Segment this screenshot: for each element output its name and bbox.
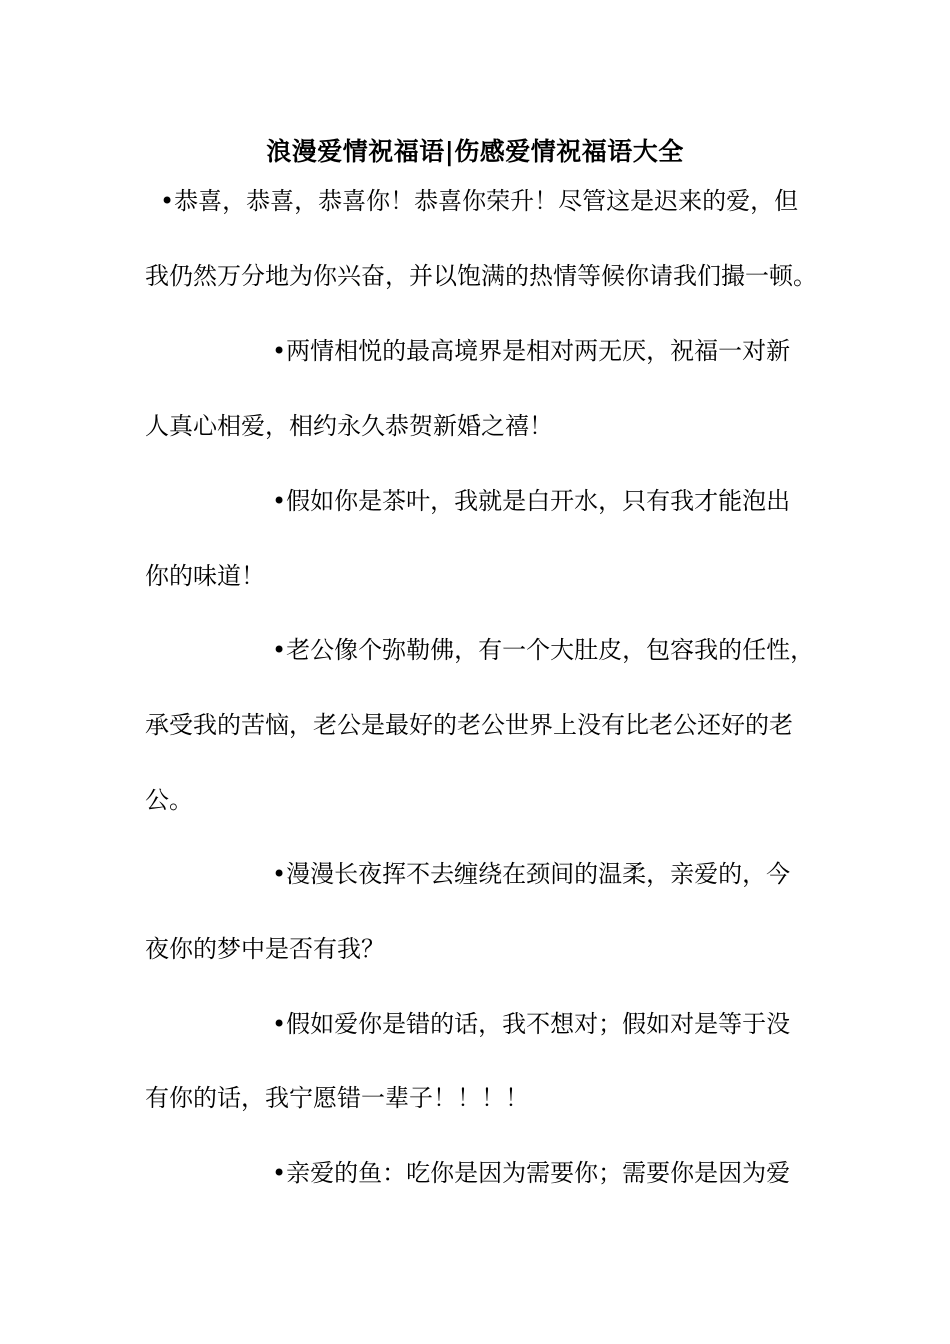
paragraph-line: 有你的话，我宁愿错一辈子！！！！ bbox=[145, 1084, 529, 1112]
paragraph-line: 我仍然万分地为你兴奋，并以饱满的热情等候你请我们撮一顿。 bbox=[145, 262, 817, 290]
paragraph-line: 夜你的梦中是否有我？ bbox=[145, 935, 385, 963]
paragraph-line: •两情相悦的最高境界是相对两无厌，祝福一对新 bbox=[272, 337, 791, 365]
paragraph-line: •漫漫长夜挥不去缠绕在颈间的温柔，亲爱的，今 bbox=[272, 860, 791, 888]
paragraph-line: •恭喜，恭喜，恭喜你！恭喜你荣升！尽管这是迟来的爱，但 bbox=[160, 187, 799, 215]
paragraph-line: •亲爱的鱼：吃你是因为需要你；需要你是因为爱 bbox=[272, 1159, 791, 1187]
document-title: 浪漫爱情祝福语|伤感爱情祝福语大全 bbox=[266, 137, 684, 166]
paragraph-line: •假如爱你是错的话，我不想对；假如对是等于没 bbox=[272, 1010, 791, 1038]
paragraph-line: 人真心相爱，相约永久恭贺新婚之禧！ bbox=[145, 412, 553, 440]
paragraph-line: •假如你是茶叶，我就是白开水，只有我才能泡出 bbox=[272, 487, 791, 515]
paragraph-line: •老公像个弥勒佛，有一个大肚皮，包容我的任性， bbox=[272, 636, 815, 664]
paragraph-line: 你的味道！ bbox=[145, 562, 265, 590]
paragraph-line: 承受我的苦恼，老公是最好的老公世界上没有比老公还好的老 bbox=[145, 711, 793, 739]
paragraph-line: 公。 bbox=[145, 786, 193, 814]
